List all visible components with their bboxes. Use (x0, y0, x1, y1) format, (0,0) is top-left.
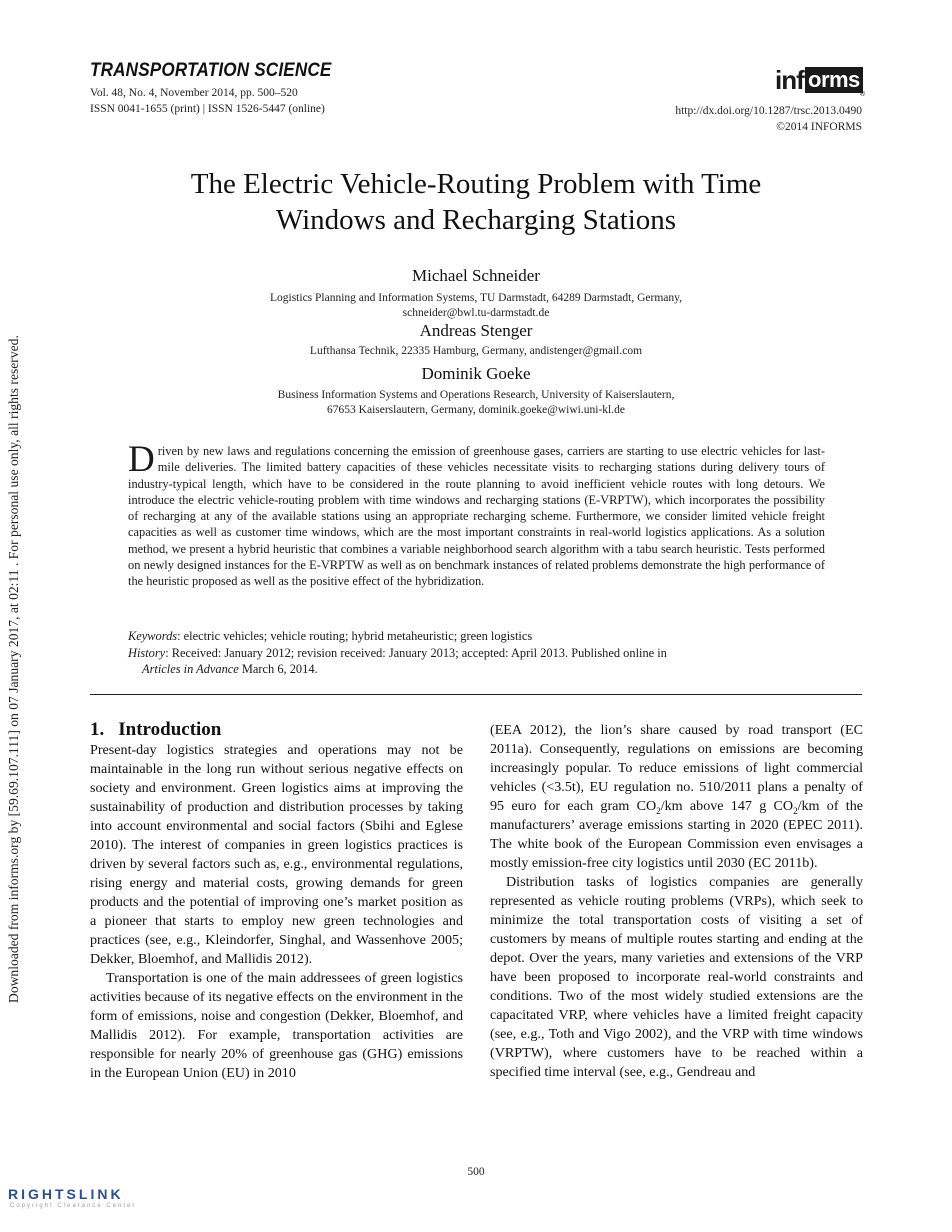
title-line-2: Windows and Recharging Stations (275, 204, 677, 236)
author-email[interactable]: 67653 Kaiserslautern, Germany, dominik.goeke@wiwi.uni-kl.de (327, 404, 625, 416)
logo-box: orms (805, 67, 863, 93)
logo-registered: ® (859, 91, 865, 98)
drop-cap: D (128, 439, 155, 480)
page-number: 500 (467, 1166, 485, 1178)
paragraph: Present-day logistics strategies and operations may not be maintainable in the long run without serious negative effects on society and environment. Green logistics aims at improving the sustainability of production and distribution processes by taking into account environmental and social factors (Sbihi and Eglese 2010). The interest of companies in green logistics practices is driven by several factors such as, e.g., environmental regulations, rising energy and material costs, growing demands for green products and the potential of improving one’s market position as a pioneer that starts to employ new green technologies and practices (see, e.g., Kleindorfer, Singhal, and Wassenhove 2005; Dekker, Bloemhof, and Mallidis 2012). (90, 742, 463, 967)
journal-title: TRANSPORTATION SCIENCE (90, 60, 332, 81)
right-column (490, 721, 863, 1082)
left-column (90, 719, 463, 1083)
paragraph: (EEA 2012), the lion’s share caused by road transport (EC 2011a). Consequently, regulations on emissions are becoming increasingly popular. To reduce emissions of light commercial vehicles (<3.5t), EU regulation no. 510/2011 plans a penalty of 95 euro for each gram $CO_2/km$ above 147 g $CO_2/km$ of the manufacturers’ average emissions starting in 2020 (EPEC 2011). The white book of the European Commission even envisages a mostly emission-free city logistics until 2030 (EC 2011b). (490, 722, 863, 871)
section-heading (90, 719, 463, 741)
paper-title (90, 166, 862, 238)
author-affiliation: Business Information Systems and Operations Research, University of Kaiserslautern, (277, 389, 675, 401)
author-name: Michael Schneider (412, 266, 540, 285)
rightslink-logo[interactable] (8, 1186, 198, 1212)
abstract-text: riven by new laws and regulations concerning the emission of greenhouse gases, carriers are starting to use electric vehicles for last-mile deliveries. The limited battery capacities of these vehicles necessitate visits to recharging stations during delivery tours of industry-typical length, which have to be considered in the route planning to avoid inefficient vehicle routes with long detours. We introduce the electric vehicle-routing problem with time windows and recharging stations (E-VRPTW), which incorporates the possibility of recharging at any of the available stations using an appropriate recharging scheme. Furthermore, we consider limited vehicle freight capacities as well as customer time windows, which are the most important constraints in real-world logistics applications. As a solution method, we present a hybrid heuristic that combines a variable neighborhood search algorithm with a tabu search heuristic. Tests performed on newly designed instances for the E-VRPTW as well as on benchmark instances of related problems demonstrate the high performance of the heuristic proposed as well as the positive effect of the hybridization. (128, 444, 825, 589)
download-notice: Downloaded from informs.org by [59.69.107.111] on 07 January 2017, at 02:11 . For personal use only, all rights reserved. (6, 335, 21, 1003)
history-text: : Received: January 2012; revision received: January 2013; accepted: April 2013. Published online in (165, 646, 667, 660)
section-divider (90, 694, 862, 695)
title-line-1: The Electric Vehicle-Routing Problem with Time (190, 168, 762, 200)
section-number: 1. (90, 719, 105, 740)
history-italic: Articles in Advance (142, 662, 239, 677)
copyright: ©2014 INFORMS (776, 121, 862, 133)
paragraph: Transportation is one of the main addressees of green logistics activities because of its negative effects on the environment in the form of emissions, noise and congestion (Dekker, Bloemhof, and Mallidis 2012). For example, transportation activities are responsible for nearly 20% of greenhouse gas (GHG) emissions in the European Union (EU) in 2010 (90, 970, 463, 1081)
informs-logo (775, 65, 865, 98)
logo-prefix: inf (775, 65, 804, 95)
section-title: Introduction (118, 719, 222, 740)
history (128, 645, 825, 678)
keywords (128, 628, 825, 644)
author-affiliation: Lufthansa Technik, 22335 Hamburg, Germany, andistenger@gmail.com (309, 345, 643, 357)
author-affiliation: Logistics Planning and Information Systems, TU Darmstadt, 64289 Darmstadt, Germany, (269, 292, 683, 304)
history-label: History (128, 646, 166, 660)
rightslink-text: RIGHTSLINK (8, 1186, 124, 1202)
abstract (128, 439, 825, 590)
keywords-text: : electric vehicles; vehicle routing; hybrid metaheuristic; green logistics (177, 629, 533, 643)
author-name: Dominik Goeke (421, 364, 531, 383)
keywords-label: Keywords (128, 629, 178, 643)
rightslink-subtext: Copyright Clearance Center (10, 1203, 137, 1209)
paragraph: Distribution tasks of logistics companies are generally represented as vehicle routing problems (VRPs), which seek to minimize the total transportation costs of visiting a set of customers by means of multiple routes starting and ending at the depot. Over the years, many varieties and extensions of the VRP have been proposed to incorporate real-world constraints and conditions. Two of the most widely studied extensions are the capacitated VRP, where vehicles have a limited freight capacity (see, e.g., Toth and Vigo 2002), and the VRP with time windows (VRPTW), where customers have to be reached within a specified time interval (see, e.g., Gendreau and (490, 874, 863, 1080)
issn-info: ISSN 0041-1655 (print) | ISSN 1526-5447 (online) (90, 103, 325, 115)
author-email[interactable]: schneider@bwl.tu-darmstadt.de (402, 307, 550, 319)
history-end: March 6, 2014. (238, 662, 318, 677)
volume-info: Vol. 48, No. 4, November 2014, pp. 500–520 (90, 87, 298, 99)
doi-link[interactable]: http://dx.doi.org/10.1287/trsc.2013.0490 (675, 105, 862, 117)
author-name: Andreas Stenger (419, 321, 533, 340)
